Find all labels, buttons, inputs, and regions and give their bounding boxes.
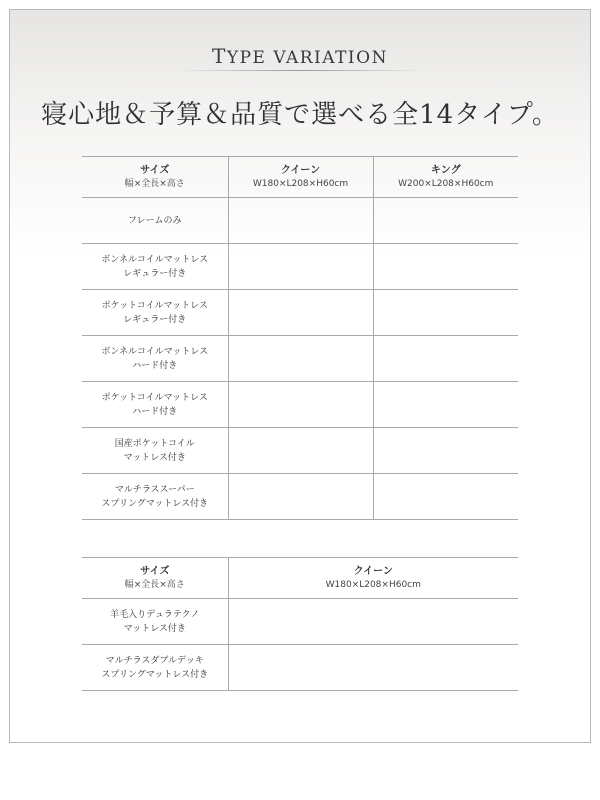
table-row <box>82 198 518 244</box>
column-name: クイーン <box>353 566 393 577</box>
table-row <box>82 645 518 691</box>
table-header-row <box>82 558 518 599</box>
column-dimensions: W180×L208×H60cm <box>325 580 421 590</box>
heading-divider <box>176 70 424 71</box>
column-header-queen <box>228 157 373 198</box>
table-cell <box>228 474 373 520</box>
row-label: マルチラススーパー スプリングマットレス付き <box>101 484 209 509</box>
table-row <box>82 290 518 336</box>
subtitle: 寝心地＆予算＆品質で選べる全14タイプ。 <box>41 100 559 130</box>
table-cell <box>228 382 373 428</box>
table-cell <box>373 290 518 336</box>
heading-rest: YPE VARIATION <box>226 48 388 68</box>
table-row <box>82 382 518 428</box>
row-label: 国産ポケットコイル マットレス付き <box>114 438 195 463</box>
size-dimensions-label: 幅×全長×高さ <box>124 179 185 189</box>
table-cell <box>228 428 373 474</box>
table-cell <box>228 336 373 382</box>
table-cell <box>228 599 518 645</box>
table-cell <box>373 198 518 244</box>
column-name: キング <box>430 165 461 176</box>
column-dimensions: W180×L208×H60cm <box>252 179 349 189</box>
size-label: サイズ <box>140 566 170 577</box>
table-cell <box>228 290 373 336</box>
table-row <box>82 428 518 474</box>
size-header-cell <box>82 558 228 599</box>
column-name: クイーン <box>280 165 321 176</box>
table-header-row <box>82 157 518 198</box>
column-header-queen <box>228 558 518 599</box>
table-cell <box>373 382 518 428</box>
table-cell <box>373 474 518 520</box>
section-heading <box>0 44 600 68</box>
row-label: フレームのみ <box>127 215 182 226</box>
size-label: サイズ <box>140 165 170 176</box>
row-label: ボンネルコイルマットレス レギュラー付き <box>101 254 209 279</box>
row-label: 羊毛入りデュラテクノ マットレス付き <box>110 609 200 634</box>
variation-table-2 <box>82 557 518 691</box>
table-row <box>82 474 518 520</box>
row-label: マルチラスダブルデッキ スプリングマットレス付き <box>101 655 209 680</box>
table-row <box>82 336 518 382</box>
size-header-cell <box>82 157 228 198</box>
size-dimensions-label: 幅×全長×高さ <box>124 580 185 590</box>
table-cell <box>373 428 518 474</box>
row-label: ポケットコイルマットレス ハード付き <box>101 392 208 417</box>
table-cell <box>228 198 373 244</box>
row-label: ポケットコイルマットレス レギュラー付き <box>101 300 208 325</box>
variation-table-1 <box>82 156 518 520</box>
column-header-king <box>373 157 518 198</box>
row-label: ボンネルコイルマットレス ハード付き <box>101 346 209 371</box>
table-row <box>82 244 518 290</box>
heading-initial: T <box>212 44 227 68</box>
table-row <box>82 599 518 645</box>
table-cell <box>373 336 518 382</box>
table-cell <box>228 244 373 290</box>
table-cell <box>228 645 518 691</box>
column-dimensions: W200×L208×H60cm <box>398 179 494 189</box>
table-cell <box>373 244 518 290</box>
